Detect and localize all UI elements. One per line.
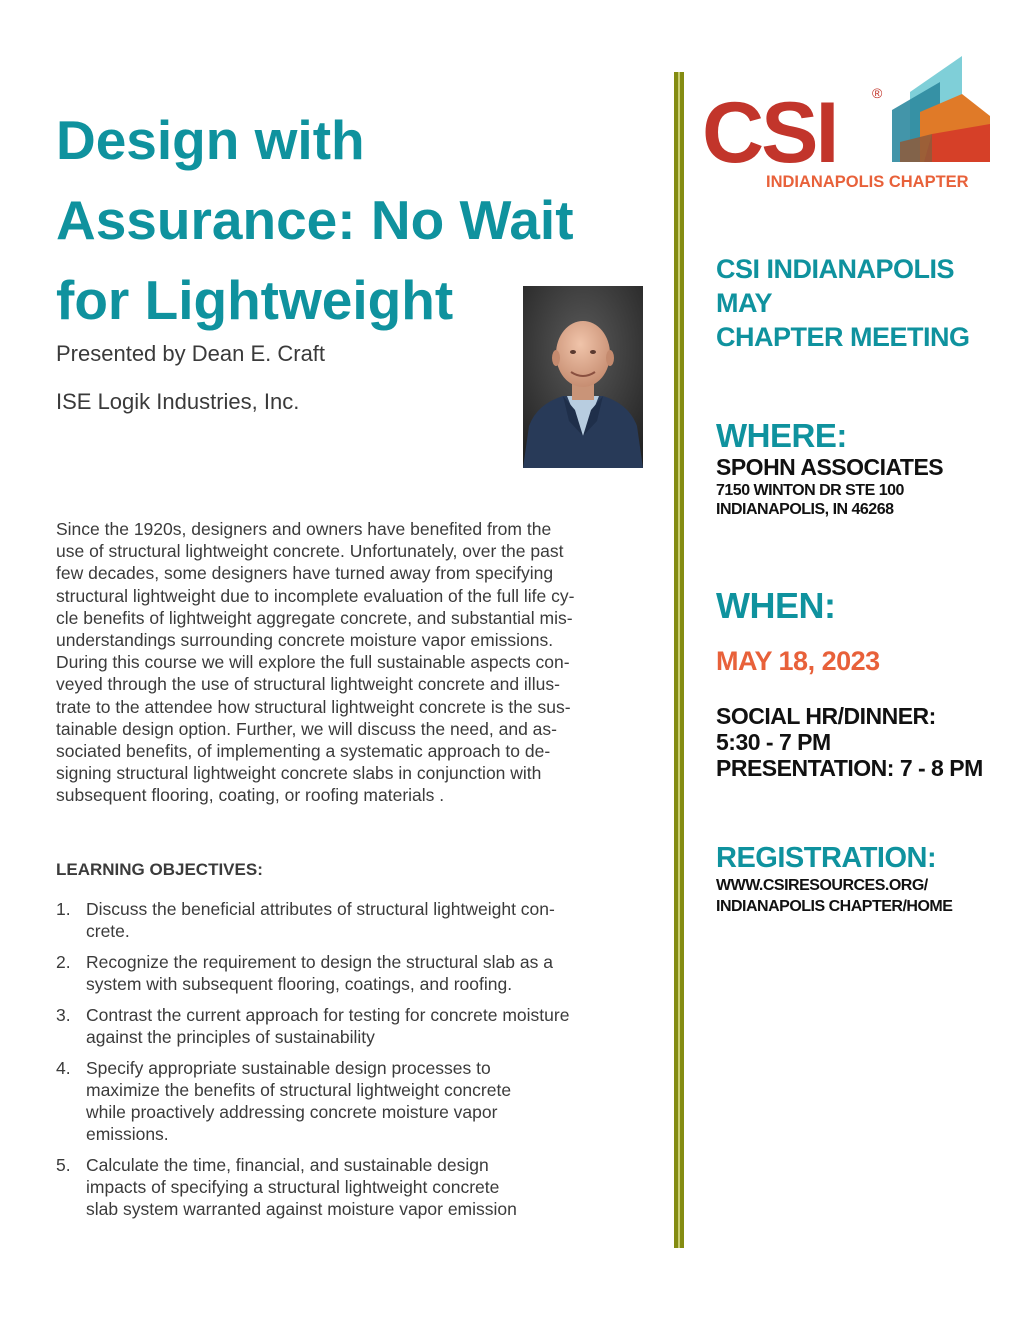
objective-text: Contrast the current approach for testing for concrete moisture against the principles of sustainability (86, 1005, 570, 1047)
meeting-line-1: CSI INDIANAPOLIS (716, 254, 955, 284)
objective-item (56, 1057, 646, 1145)
column-divider (674, 72, 684, 1248)
presentation-time: PRESENTATION: 7 - 8 PM (716, 755, 983, 781)
venue-name: SPOHN ASSOCIATES (716, 454, 944, 480)
objective-text: Recognize the requirement to design the structural slab as a system with subsequent flooring, coatings, and roofing. (86, 952, 553, 994)
meeting-date: MAY 18, 2023 (716, 646, 880, 676)
meeting-line-2: MAY (716, 288, 773, 318)
course-description: Since the 1920s, designers and owners have benefited from the use of structural lightweight concrete. Unfortunately, over the past few decades, some designers have turned away from specifying structural lightweight due to incomplete evaluation of the full life cy- cle benefits of lightweight aggregate concrete, and substantial mis- understandings surrounding concrete moisture vapor emissions. During this course we will explore the full sustainable aspects con- veyed through the use of structural lightweight concrete and illus- trate to the attendee how structural lightweight concrete is the sus- tainable design option. Further, we will discuss the need, and as- sociated benefits, of implementing a systematic approach to de- signing structural lightweight concrete slabs in conjunction with subsequent flooring, coating, or roofing materials . (56, 519, 575, 806)
logo-chapter: INDIANAPOLIS CHAPTER (766, 173, 969, 191)
objective-number: 5. (56, 1155, 71, 1175)
objective-number: 2. (56, 952, 71, 972)
presenter-photo (523, 286, 643, 468)
csi-indianapolis-logo (700, 50, 1000, 200)
meeting-heading (716, 252, 970, 354)
social-time: 5:30 - 7 PM (716, 729, 831, 755)
presenter-company: ISE Logik Industries, Inc. (56, 389, 300, 414)
url-line-1: WWW.CSIRESOURCES.ORG/ (716, 877, 928, 894)
presenter-name: Presented by Dean E. Craft (56, 341, 326, 366)
objective-number: 3. (56, 1005, 71, 1025)
where-label: WHERE: (716, 417, 847, 454)
title-line-2: Assurance: No Wait (56, 189, 574, 251)
meeting-line-3: CHAPTER MEETING (716, 322, 970, 352)
objective-item (56, 1004, 646, 1048)
venue-address (716, 481, 904, 519)
meeting-times (716, 703, 983, 781)
social-time-label: SOCIAL HR/DINNER: (716, 703, 936, 729)
objective-text: Specify appropriate sustainable design processes to maximize the benefits of structural lightweight concrete while proactively addressing concrete moisture vapor emissions. (86, 1058, 512, 1144)
objective-item (56, 1154, 646, 1220)
logo-registered: ® (872, 85, 883, 101)
objective-number: 4. (56, 1058, 71, 1078)
learning-objectives-list (56, 898, 646, 1229)
address-line-1: 7150 WINTON DR STE 100 (716, 482, 904, 499)
objective-text: Calculate the time, financial, and sustainable design impacts of specifying a structural lightweight concrete slab system warranted against moisture vapor emission (86, 1155, 517, 1219)
objective-number: 1. (56, 899, 71, 919)
objective-item (56, 951, 646, 995)
learning-objectives-heading: LEARNING OBJECTIVES: (56, 860, 263, 879)
when-label: WHEN: (716, 585, 836, 626)
registration-label: REGISTRATION: (716, 842, 937, 874)
address-line-2: INDIANAPOLIS, IN 46268 (716, 501, 894, 518)
logo-wordmark: CSI (702, 85, 837, 181)
title-line-1: Design with (56, 109, 365, 171)
objective-item (56, 898, 646, 942)
url-line-2: INDIANAPOLIS CHAPTER/HOME (716, 898, 953, 915)
objective-text: Discuss the beneficial attributes of structural lightweight con- crete. (86, 899, 555, 941)
registration-url[interactable] (716, 875, 952, 917)
title-line-3: for Lightweight (56, 269, 454, 331)
